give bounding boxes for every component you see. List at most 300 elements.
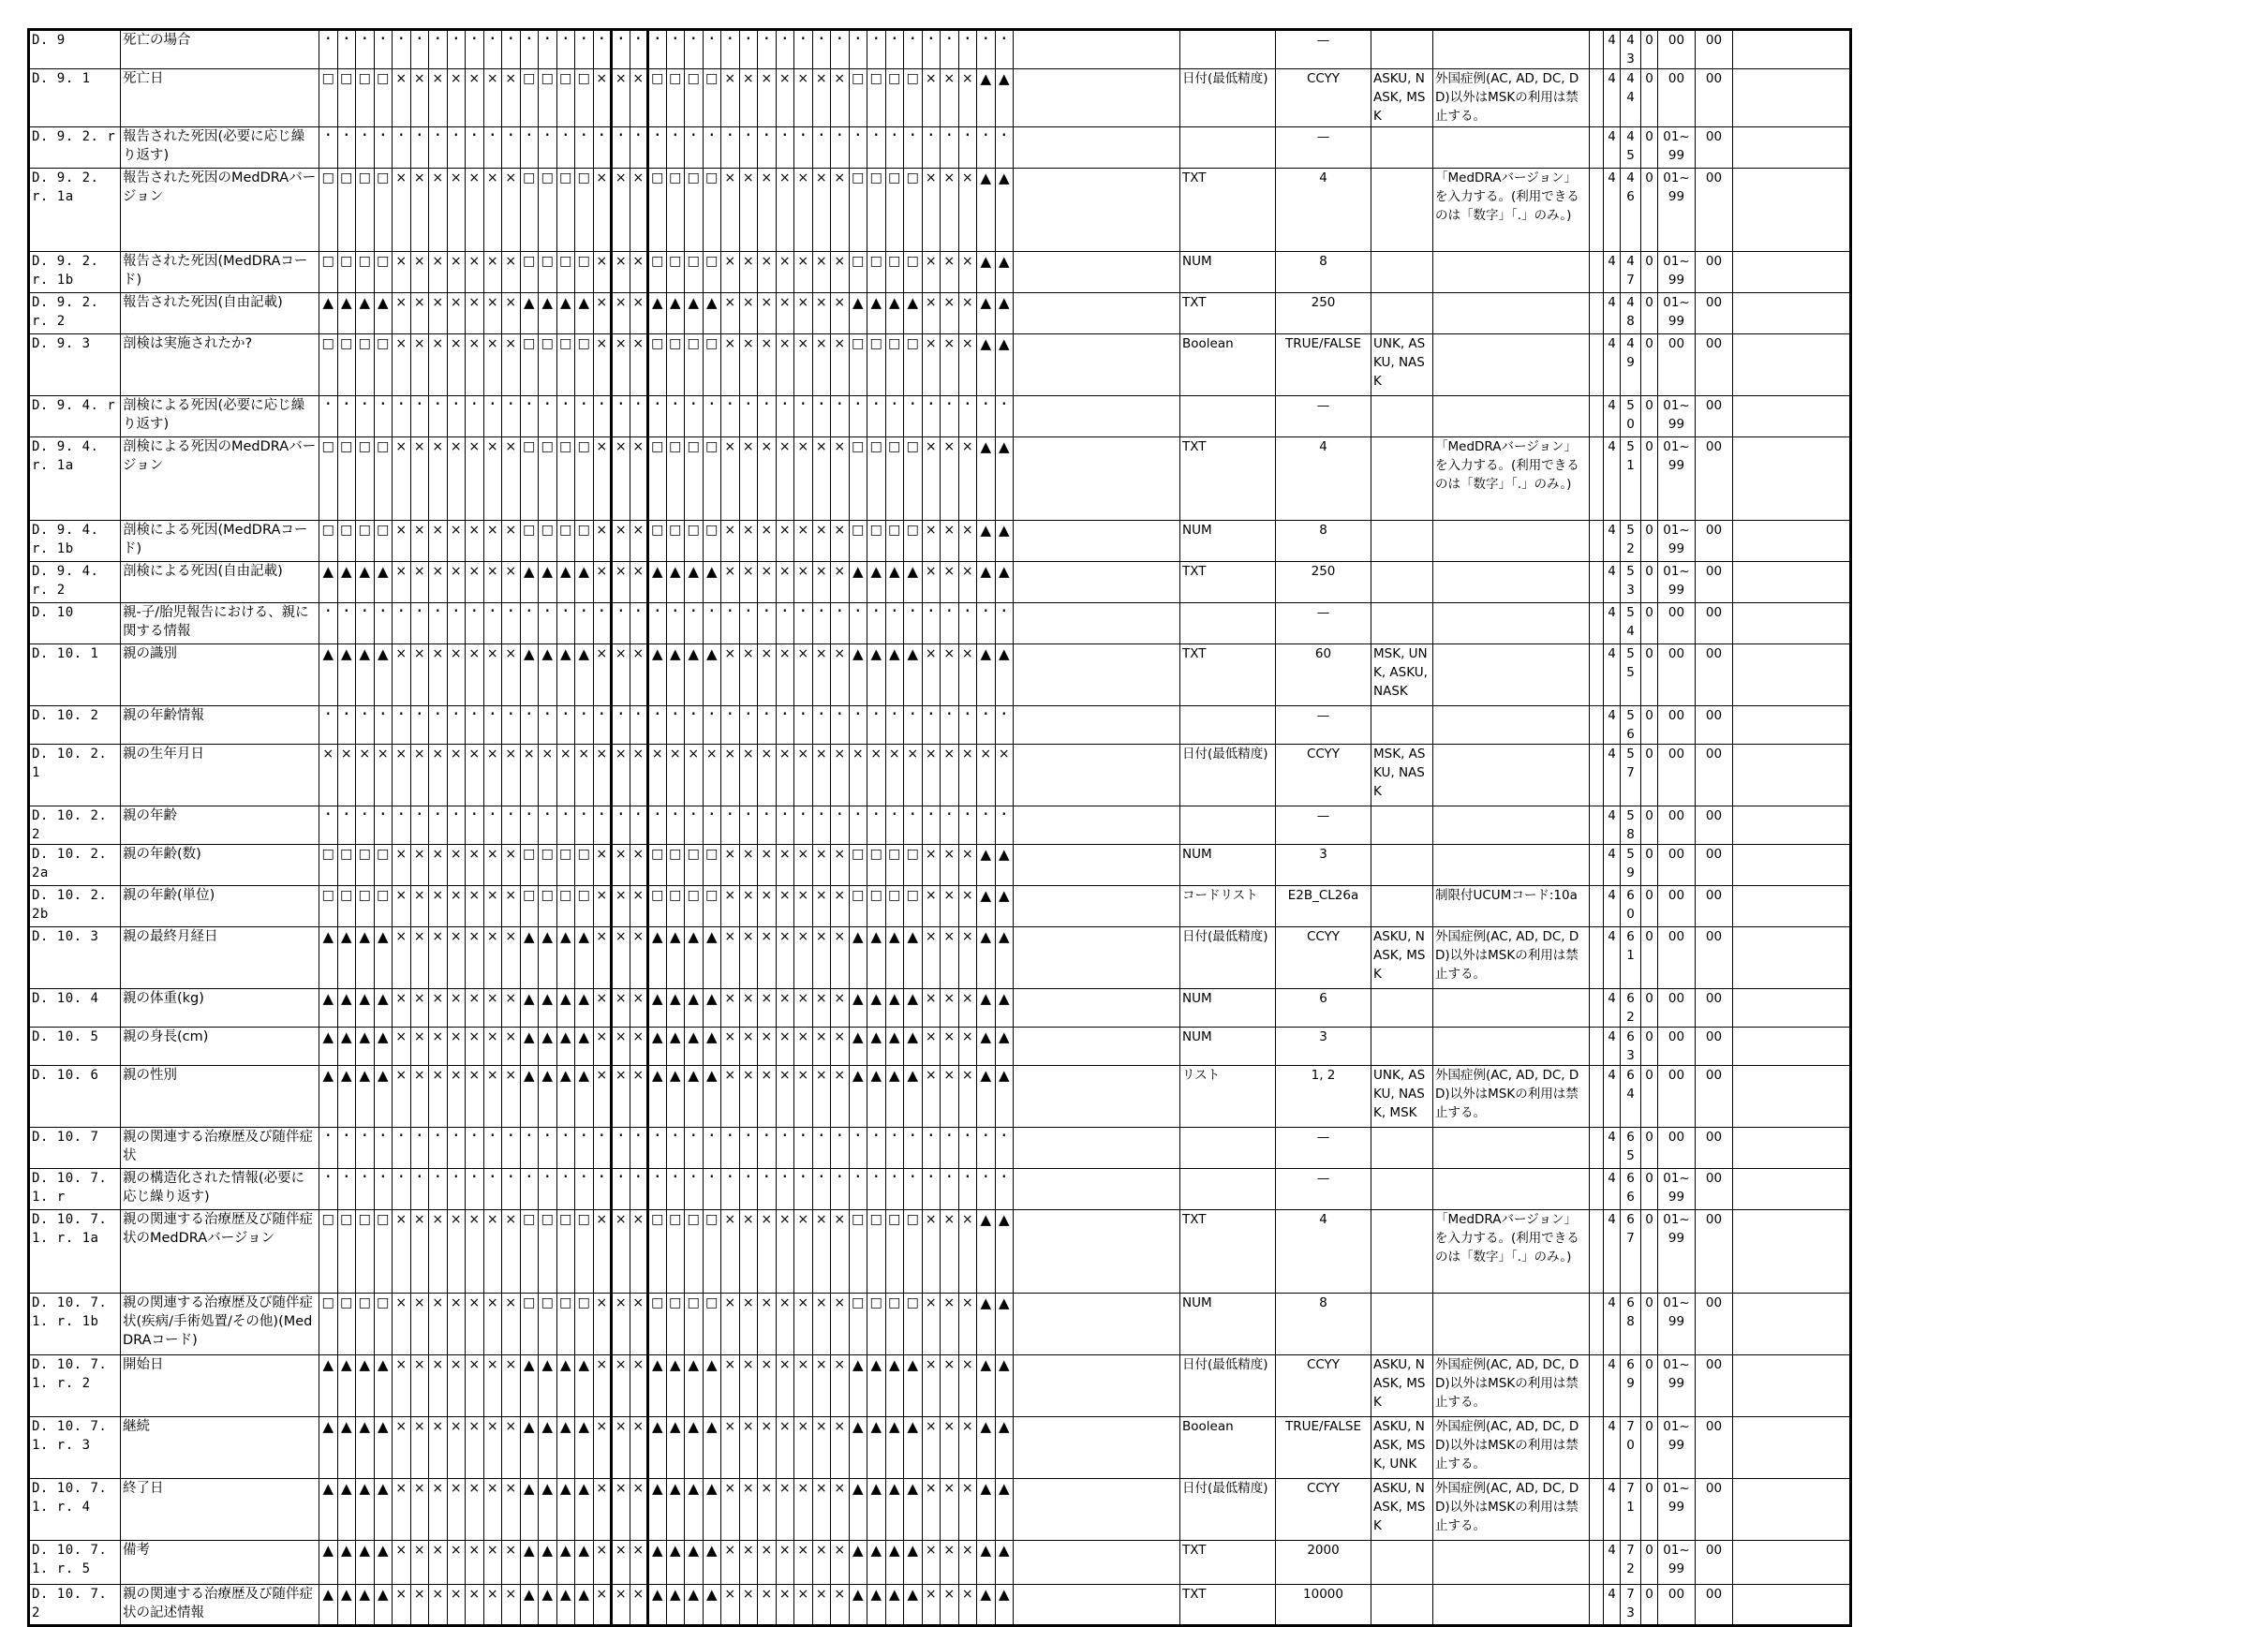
spacer-cell	[1590, 1294, 1604, 1355]
dot-mark: ·	[337, 603, 356, 644]
element-name-cell: 親の生年月日	[121, 745, 319, 806]
cross-mark: ×	[393, 1066, 411, 1128]
dot-mark: ·	[502, 396, 521, 437]
element-code-cell: D. 9. 4. r. 2	[29, 562, 121, 603]
triangle-mark: ▲	[374, 1417, 393, 1479]
empty-square-mark: □	[319, 437, 338, 521]
cross-mark: ×	[958, 886, 977, 927]
element-name-cell: 親の構造化された情報(必要に応じ繰り返す)	[121, 1169, 319, 1210]
cross-mark: ×	[941, 927, 959, 989]
length-cell: CCYY	[1276, 69, 1371, 127]
trailing-cell	[1733, 806, 1851, 845]
flag-cell: 0	[1641, 437, 1658, 521]
dot-mark: ·	[776, 1169, 794, 1210]
empty-square-mark: □	[556, 1210, 575, 1294]
length-cell: 60	[1276, 644, 1371, 706]
data-type-cell: NUM	[1180, 521, 1276, 562]
spacer-cell	[1590, 1541, 1604, 1585]
dot-mark: ·	[319, 1128, 338, 1169]
cross-mark: ×	[410, 252, 429, 293]
dot-mark: ·	[520, 396, 539, 437]
triangle-mark: ▲	[977, 1585, 996, 1626]
empty-square-mark: □	[685, 169, 704, 252]
empty-square-mark: □	[575, 169, 594, 252]
cross-mark: ×	[831, 989, 850, 1028]
table-row	[29, 1210, 1851, 1294]
empty-square-mark: □	[666, 334, 685, 396]
triangle-mark: ▲	[337, 1028, 356, 1066]
cross-mark: ×	[612, 437, 630, 521]
empty-square-mark: □	[885, 69, 904, 127]
sequence-cell: 58	[1621, 806, 1641, 845]
dot-mark: ·	[867, 30, 886, 69]
null-flavor-cell	[1371, 1169, 1433, 1210]
empty-square-mark: □	[849, 886, 867, 927]
cross-mark: ×	[593, 1417, 612, 1479]
cross-mark: ×	[612, 334, 630, 396]
empty-square-mark: □	[849, 334, 867, 396]
cross-mark: ×	[958, 1479, 977, 1541]
triangle-mark: ▲	[648, 1585, 667, 1626]
triangle-mark: ▲	[977, 1417, 996, 1479]
cross-mark: ×	[922, 1479, 941, 1541]
dot-mark: ·	[556, 30, 575, 69]
triangle-mark: ▲	[685, 562, 704, 603]
condition-cell	[1433, 1128, 1590, 1169]
spacer-cell	[1590, 806, 1604, 845]
cross-mark: ×	[958, 293, 977, 334]
cross-mark: ×	[593, 989, 612, 1028]
table-row	[29, 1585, 1851, 1626]
trailing-cell	[1733, 69, 1851, 127]
dot-mark: ·	[867, 1128, 886, 1169]
triangle-mark: ▲	[319, 1355, 338, 1417]
dot-mark: ·	[539, 30, 557, 69]
cross-mark: ×	[630, 644, 648, 706]
cross-mark: ×	[520, 745, 539, 806]
index-cell: 00	[1696, 169, 1733, 252]
cross-mark: ×	[429, 1541, 448, 1585]
cross-mark: ×	[630, 845, 648, 886]
triangle-mark: ▲	[648, 989, 667, 1028]
element-code-cell: D. 10. 7. 1. r. 1a	[29, 1210, 121, 1294]
empty-square-mark: □	[703, 69, 721, 127]
length-cell: TRUE/FALSE	[1276, 1417, 1371, 1479]
triangle-mark: ▲	[703, 644, 721, 706]
empty-square-mark: □	[520, 845, 539, 886]
element-name-cell: 親の識別	[121, 644, 319, 706]
triangle-mark: ▲	[539, 1417, 557, 1479]
element-code-cell: D. 9. 3	[29, 334, 121, 396]
spacer-cell	[1590, 1479, 1604, 1541]
cross-mark: ×	[794, 1479, 813, 1541]
dot-mark: ·	[995, 603, 1014, 644]
length-cell: —	[1276, 1169, 1371, 1210]
cross-mark: ×	[429, 562, 448, 603]
cross-mark: ×	[466, 845, 484, 886]
element-code-cell: D. 9. 4. r. 1b	[29, 521, 121, 562]
dot-mark: ·	[374, 1128, 393, 1169]
dot-mark: ·	[867, 1169, 886, 1210]
data-element-table	[27, 28, 1852, 1627]
dot-mark: ·	[666, 806, 685, 845]
cross-mark: ×	[812, 293, 831, 334]
dot-mark: ·	[356, 396, 375, 437]
triangle-mark: ▲	[977, 521, 996, 562]
dot-mark: ·	[539, 706, 557, 745]
triangle-mark: ▲	[575, 562, 594, 603]
dot-mark: ·	[685, 806, 704, 845]
cross-mark: ×	[758, 169, 777, 252]
cross-mark: ×	[794, 1028, 813, 1066]
dot-mark: ·	[447, 1169, 466, 1210]
empty-square-mark: □	[356, 886, 375, 927]
dot-mark: ·	[374, 30, 393, 69]
empty-square-mark: □	[904, 69, 923, 127]
cross-mark: ×	[466, 69, 484, 127]
cross-mark: ×	[958, 845, 977, 886]
spacer-cell	[1014, 521, 1180, 562]
empty-square-mark: □	[648, 886, 667, 927]
cross-mark: ×	[410, 845, 429, 886]
triangle-mark: ▲	[995, 1585, 1014, 1626]
data-type-cell: TXT	[1180, 1210, 1276, 1294]
triangle-mark: ▲	[849, 293, 867, 334]
empty-square-mark: □	[849, 437, 867, 521]
cross-mark: ×	[393, 745, 411, 806]
data-type-cell: NUM	[1180, 252, 1276, 293]
dot-mark: ·	[958, 30, 977, 69]
triangle-mark: ▲	[685, 989, 704, 1028]
length-cell: 4	[1276, 169, 1371, 252]
dot-mark: ·	[849, 603, 867, 644]
cross-mark: ×	[831, 1294, 850, 1355]
element-name-cell: 死亡の場合	[121, 30, 319, 69]
triangle-mark: ▲	[556, 927, 575, 989]
triangle-mark: ▲	[648, 1355, 667, 1417]
index-cell: 00	[1696, 252, 1733, 293]
dot-mark: ·	[593, 1128, 612, 1169]
empty-square-mark: □	[337, 886, 356, 927]
dot-mark: ·	[593, 706, 612, 745]
spacer-cell	[1014, 1128, 1180, 1169]
dot-mark: ·	[885, 603, 904, 644]
element-name-cell: 親の年齢	[121, 806, 319, 845]
dot-mark: ·	[539, 603, 557, 644]
dot-mark: ·	[941, 1169, 959, 1210]
cross-mark: ×	[447, 437, 466, 521]
dot-mark: ·	[831, 30, 850, 69]
cross-mark: ×	[410, 69, 429, 127]
sequence-cell: 46	[1621, 169, 1641, 252]
empty-square-mark: □	[849, 69, 867, 127]
cross-mark: ×	[739, 252, 758, 293]
triangle-mark: ▲	[356, 644, 375, 706]
dot-mark: ·	[995, 806, 1014, 845]
level-cell: 4	[1604, 562, 1621, 603]
element-name-cell: 死亡日	[121, 69, 319, 127]
cross-mark: ×	[483, 437, 502, 521]
cross-mark: ×	[904, 745, 923, 806]
empty-square-mark: □	[666, 169, 685, 252]
flag-cell: 0	[1641, 334, 1658, 396]
empty-square-mark: □	[685, 886, 704, 927]
cross-mark: ×	[739, 989, 758, 1028]
cross-mark: ×	[410, 989, 429, 1028]
cross-mark: ×	[721, 1585, 740, 1626]
cross-mark: ×	[447, 1355, 466, 1417]
cross-mark: ×	[593, 437, 612, 521]
triangle-mark: ▲	[977, 1355, 996, 1417]
empty-square-mark: □	[867, 437, 886, 521]
cross-mark: ×	[393, 1210, 411, 1294]
spacer-cell	[1014, 69, 1180, 127]
triangle-mark: ▲	[703, 1479, 721, 1541]
empty-square-mark: □	[575, 437, 594, 521]
index-cell: 00	[1696, 1210, 1733, 1294]
cross-mark: ×	[466, 1355, 484, 1417]
length-cell: CCYY	[1276, 745, 1371, 806]
cross-mark: ×	[739, 644, 758, 706]
empty-square-mark: □	[319, 845, 338, 886]
dot-mark: ·	[502, 30, 521, 69]
cross-mark: ×	[739, 886, 758, 927]
length-cell: TRUE/FALSE	[1276, 334, 1371, 396]
dot-mark: ·	[612, 30, 630, 69]
cross-mark: ×	[483, 252, 502, 293]
spacer-cell	[1590, 1028, 1604, 1066]
dot-mark: ·	[393, 1128, 411, 1169]
condition-cell	[1433, 989, 1590, 1028]
cross-mark: ×	[539, 745, 557, 806]
triangle-mark: ▲	[356, 1417, 375, 1479]
empty-square-mark: □	[319, 334, 338, 396]
cross-mark: ×	[739, 1066, 758, 1128]
data-type-cell: 日付(最低精度)	[1180, 927, 1276, 989]
cross-mark: ×	[758, 1210, 777, 1294]
data-type-cell: TXT	[1180, 562, 1276, 603]
repeat-cell: 00	[1658, 603, 1696, 644]
cross-mark: ×	[429, 69, 448, 127]
triangle-mark: ▲	[995, 334, 1014, 396]
cross-mark: ×	[721, 1294, 740, 1355]
sequence-cell: 51	[1621, 437, 1641, 521]
dot-mark: ·	[776, 396, 794, 437]
cross-mark: ×	[776, 1355, 794, 1417]
cross-mark: ×	[429, 845, 448, 886]
trailing-cell	[1733, 706, 1851, 745]
null-flavor-cell	[1371, 127, 1433, 169]
sequence-cell: 56	[1621, 706, 1641, 745]
cross-mark: ×	[612, 1479, 630, 1541]
cross-mark: ×	[410, 562, 429, 603]
cross-mark: ×	[721, 745, 740, 806]
dot-mark: ·	[721, 806, 740, 845]
index-cell: 00	[1696, 562, 1733, 603]
level-cell: 4	[1604, 69, 1621, 127]
empty-square-mark: □	[648, 1294, 667, 1355]
repeat-cell: 01~99	[1658, 562, 1696, 603]
cross-mark: ×	[630, 886, 648, 927]
cross-mark: ×	[739, 845, 758, 886]
dot-mark: ·	[666, 1128, 685, 1169]
cross-mark: ×	[466, 644, 484, 706]
dot-mark: ·	[429, 1128, 448, 1169]
empty-square-mark: □	[885, 1210, 904, 1294]
cross-mark: ×	[447, 1541, 466, 1585]
length-cell: CCYY	[1276, 1355, 1371, 1417]
triangle-mark: ▲	[977, 989, 996, 1028]
empty-square-mark: □	[648, 334, 667, 396]
trailing-cell	[1733, 1585, 1851, 1626]
empty-square-mark: □	[703, 334, 721, 396]
empty-square-mark: □	[337, 845, 356, 886]
dot-mark: ·	[612, 127, 630, 169]
spacer-cell	[1590, 69, 1604, 127]
dot-mark: ·	[812, 1169, 831, 1210]
triangle-mark: ▲	[374, 293, 393, 334]
trailing-cell	[1733, 396, 1851, 437]
cross-mark: ×	[941, 521, 959, 562]
empty-square-mark: □	[703, 169, 721, 252]
cross-mark: ×	[356, 745, 375, 806]
cross-mark: ×	[429, 334, 448, 396]
triangle-mark: ▲	[337, 293, 356, 334]
cross-mark: ×	[593, 1541, 612, 1585]
dot-mark: ·	[356, 603, 375, 644]
trailing-cell	[1733, 1355, 1851, 1417]
dot-mark: ·	[739, 1128, 758, 1169]
triangle-mark: ▲	[356, 293, 375, 334]
element-name-cell: 剖検による死因(必要に応じ繰り返す)	[121, 396, 319, 437]
sequence-cell: 54	[1621, 603, 1641, 644]
cross-mark: ×	[812, 1417, 831, 1479]
cross-mark: ×	[630, 1066, 648, 1128]
element-code-cell: D. 10. 7	[29, 1128, 121, 1169]
spacer-cell	[1590, 1585, 1604, 1626]
dot-mark: ·	[941, 603, 959, 644]
dot-mark: ·	[758, 706, 777, 745]
trailing-cell	[1733, 252, 1851, 293]
empty-square-mark: □	[648, 169, 667, 252]
spacer-cell	[1590, 1066, 1604, 1128]
triangle-mark: ▲	[703, 1355, 721, 1417]
triangle-mark: ▲	[885, 562, 904, 603]
dot-mark: ·	[337, 706, 356, 745]
cross-mark: ×	[958, 562, 977, 603]
dot-mark: ·	[319, 1169, 338, 1210]
cross-mark: ×	[393, 644, 411, 706]
cross-mark: ×	[831, 1585, 850, 1626]
table-row	[29, 1479, 1851, 1541]
dot-mark: ·	[466, 30, 484, 69]
element-code-cell: D. 10. 3	[29, 927, 121, 989]
spacer-cell	[1014, 1210, 1180, 1294]
table-row	[29, 69, 1851, 127]
cross-mark: ×	[483, 521, 502, 562]
empty-square-mark: □	[885, 845, 904, 886]
null-flavor-cell	[1371, 521, 1433, 562]
cross-mark: ×	[466, 1294, 484, 1355]
cross-mark: ×	[794, 644, 813, 706]
data-type-cell: Boolean	[1180, 334, 1276, 396]
element-name-cell: 終了日	[121, 1479, 319, 1541]
triangle-mark: ▲	[556, 1479, 575, 1541]
cross-mark: ×	[410, 1210, 429, 1294]
cross-mark: ×	[502, 562, 521, 603]
cross-mark: ×	[831, 927, 850, 989]
element-code-cell: D. 10. 7. 1. r. 3	[29, 1417, 121, 1479]
empty-square-mark: □	[703, 521, 721, 562]
trailing-cell	[1733, 437, 1851, 521]
triangle-mark: ▲	[885, 927, 904, 989]
null-flavor-cell: ASKU, NASK, MSK	[1371, 1355, 1433, 1417]
triangle-mark: ▲	[319, 1066, 338, 1128]
empty-square-mark: □	[337, 437, 356, 521]
cross-mark: ×	[831, 886, 850, 927]
cross-mark: ×	[466, 1585, 484, 1626]
cross-mark: ×	[502, 1028, 521, 1066]
triangle-mark: ▲	[867, 1541, 886, 1585]
dot-mark: ·	[849, 706, 867, 745]
trailing-cell	[1733, 886, 1851, 927]
level-cell: 4	[1604, 1355, 1621, 1417]
cross-mark: ×	[977, 745, 996, 806]
trailing-cell	[1733, 1066, 1851, 1128]
flag-cell: 0	[1641, 1479, 1658, 1541]
flag-cell: 0	[1641, 1028, 1658, 1066]
cross-mark: ×	[758, 1028, 777, 1066]
flag-cell: 0	[1641, 293, 1658, 334]
cross-mark: ×	[941, 1541, 959, 1585]
dot-mark: ·	[429, 30, 448, 69]
dot-mark: ·	[630, 706, 648, 745]
spacer-cell	[1590, 644, 1604, 706]
empty-square-mark: □	[556, 886, 575, 927]
dot-mark: ·	[904, 603, 923, 644]
cross-mark: ×	[447, 1066, 466, 1128]
cross-mark: ×	[721, 1355, 740, 1417]
dot-mark: ·	[556, 706, 575, 745]
cross-mark: ×	[958, 334, 977, 396]
spacer-cell	[1014, 1585, 1180, 1626]
flag-cell: 0	[1641, 603, 1658, 644]
element-name-cell: 親の年齢(数)	[121, 845, 319, 886]
cross-mark: ×	[776, 437, 794, 521]
cross-mark: ×	[812, 845, 831, 886]
dot-mark: ·	[520, 127, 539, 169]
cross-mark: ×	[758, 521, 777, 562]
triangle-mark: ▲	[666, 293, 685, 334]
dot-mark: ·	[995, 396, 1014, 437]
cross-mark: ×	[393, 562, 411, 603]
triangle-mark: ▲	[319, 927, 338, 989]
triangle-mark: ▲	[995, 293, 1014, 334]
level-cell: 4	[1604, 886, 1621, 927]
dot-mark: ·	[977, 30, 996, 69]
level-cell: 4	[1604, 927, 1621, 989]
cross-mark: ×	[776, 845, 794, 886]
sequence-cell: 64	[1621, 1066, 1641, 1128]
dot-mark: ·	[977, 1169, 996, 1210]
dot-mark: ·	[483, 806, 502, 845]
repeat-cell: 00	[1658, 334, 1696, 396]
cross-mark: ×	[739, 1585, 758, 1626]
triangle-mark: ▲	[867, 644, 886, 706]
length-cell: 4	[1276, 437, 1371, 521]
trailing-cell	[1733, 1210, 1851, 1294]
cross-mark: ×	[758, 1417, 777, 1479]
